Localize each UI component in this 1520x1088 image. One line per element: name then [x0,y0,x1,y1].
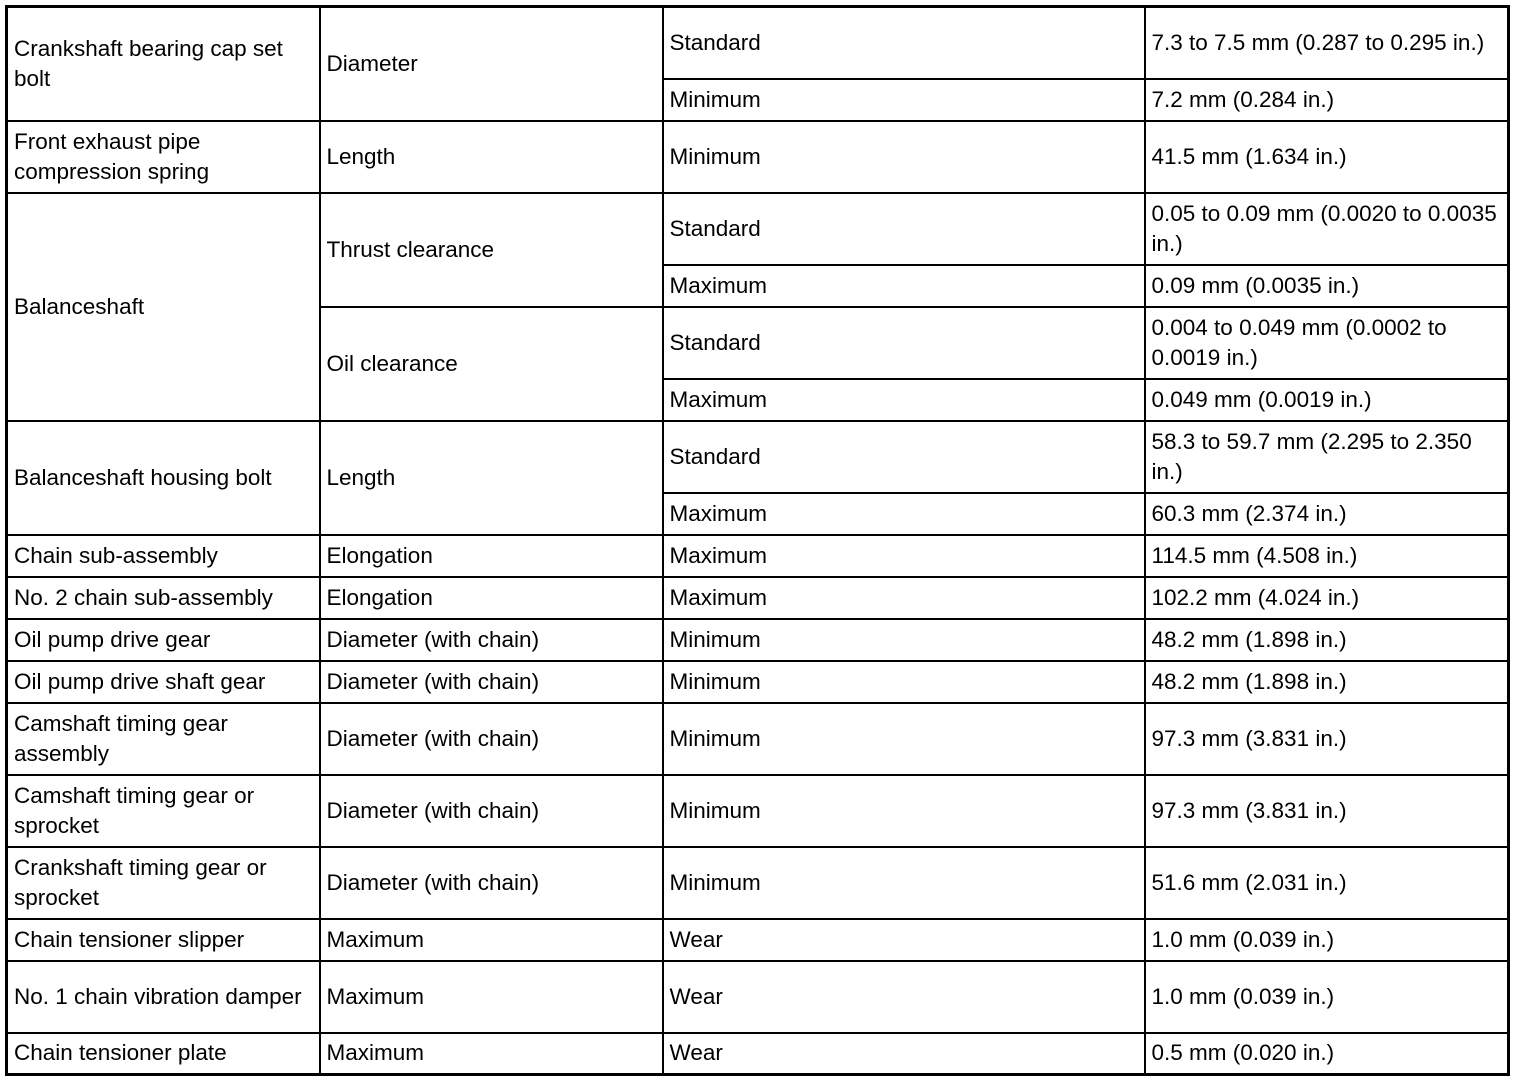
table-row [7,1033,1509,1075]
table-row [7,703,1509,775]
value-cell: 0.5 mm (0.020 in.) [1145,1033,1509,1075]
parameter-cell: Thrust clearance [320,193,663,307]
condition-cell: Standard [663,193,1145,265]
item-cell: Camshaft timing gear assembly [7,703,320,775]
value-cell: 1.0 mm (0.039 in.) [1145,919,1509,961]
value-cell: 0.05 to 0.09 mm (0.0020 to 0.0035 in.) [1145,193,1509,265]
table-row [7,661,1509,703]
item-cell: No. 1 chain vibration damper [7,961,320,1033]
condition-cell: Minimum [663,703,1145,775]
item-cell: Crankshaft timing gear or sprocket [7,847,320,919]
condition-cell: Standard [663,7,1145,79]
value-cell: 48.2 mm (1.898 in.) [1145,661,1509,703]
table-row [7,535,1509,577]
item-cell: Crankshaft bearing cap set bolt [7,7,320,121]
parameter-cell: Diameter [320,7,663,121]
condition-cell: Standard [663,307,1145,379]
value-cell: 102.2 mm (4.024 in.) [1145,577,1509,619]
condition-cell: Wear [663,1033,1145,1075]
parameter-cell: Length [320,421,663,535]
item-cell: Chain tensioner slipper [7,919,320,961]
item-cell: Balanceshaft [7,193,320,421]
table-row [7,121,1509,193]
parameter-cell: Elongation [320,535,663,577]
table-row [7,775,1509,847]
condition-cell: Maximum [663,493,1145,535]
value-cell: 60.3 mm (2.374 in.) [1145,493,1509,535]
condition-cell: Maximum [663,535,1145,577]
parameter-cell: Diameter (with chain) [320,847,663,919]
value-cell: 7.2 mm (0.284 in.) [1145,79,1509,121]
parameter-cell: Diameter (with chain) [320,775,663,847]
table-row [7,421,1509,493]
value-cell: 97.3 mm (3.831 in.) [1145,703,1509,775]
table-row [7,961,1509,1033]
table-row [7,847,1509,919]
condition-cell: Maximum [663,379,1145,421]
item-cell: Camshaft timing gear or sprocket [7,775,320,847]
parameter-cell: Diameter (with chain) [320,661,663,703]
condition-cell: Minimum [663,661,1145,703]
condition-cell: Minimum [663,79,1145,121]
condition-cell: Maximum [663,265,1145,307]
table-row [7,577,1509,619]
item-cell: Oil pump drive shaft gear [7,661,320,703]
item-cell: Oil pump drive gear [7,619,320,661]
value-cell: 0.049 mm (0.0019 in.) [1145,379,1509,421]
condition-cell: Wear [663,961,1145,1033]
item-cell: No. 2 chain sub-assembly [7,577,320,619]
value-cell: 114.5 mm (4.508 in.) [1145,535,1509,577]
value-cell: 1.0 mm (0.039 in.) [1145,961,1509,1033]
specification-table [5,5,1510,1076]
table-row [7,7,1509,79]
parameter-cell: Diameter (with chain) [320,703,663,775]
parameter-cell: Length [320,121,663,193]
value-cell: 41.5 mm (1.634 in.) [1145,121,1509,193]
value-cell: 0.09 mm (0.0035 in.) [1145,265,1509,307]
condition-cell: Minimum [663,619,1145,661]
value-cell: 7.3 to 7.5 mm (0.287 to 0.295 in.) [1145,7,1509,79]
item-cell: Balanceshaft housing bolt [7,421,320,535]
condition-cell: Wear [663,919,1145,961]
item-cell: Chain tensioner plate [7,1033,320,1075]
value-cell: 48.2 mm (1.898 in.) [1145,619,1509,661]
parameter-cell: Oil clearance [320,307,663,421]
item-cell: Chain sub-assembly [7,535,320,577]
condition-cell: Minimum [663,847,1145,919]
condition-cell: Maximum [663,577,1145,619]
item-cell: Front exhaust pipe compression spring [7,121,320,193]
condition-cell: Minimum [663,775,1145,847]
table-row [7,919,1509,961]
condition-cell: Standard [663,421,1145,493]
value-cell: 0.004 to 0.049 mm (0.0002 to 0.0019 in.) [1145,307,1509,379]
value-cell: 58.3 to 59.7 mm (2.295 to 2.350 in.) [1145,421,1509,493]
value-cell: 97.3 mm (3.831 in.) [1145,775,1509,847]
parameter-cell: Maximum [320,1033,663,1075]
table-row [7,193,1509,265]
value-cell: 51.6 mm (2.031 in.) [1145,847,1509,919]
parameter-cell: Maximum [320,919,663,961]
condition-cell: Minimum [663,121,1145,193]
parameter-cell: Elongation [320,577,663,619]
parameter-cell: Diameter (with chain) [320,619,663,661]
table-row [7,619,1509,661]
parameter-cell: Maximum [320,961,663,1033]
